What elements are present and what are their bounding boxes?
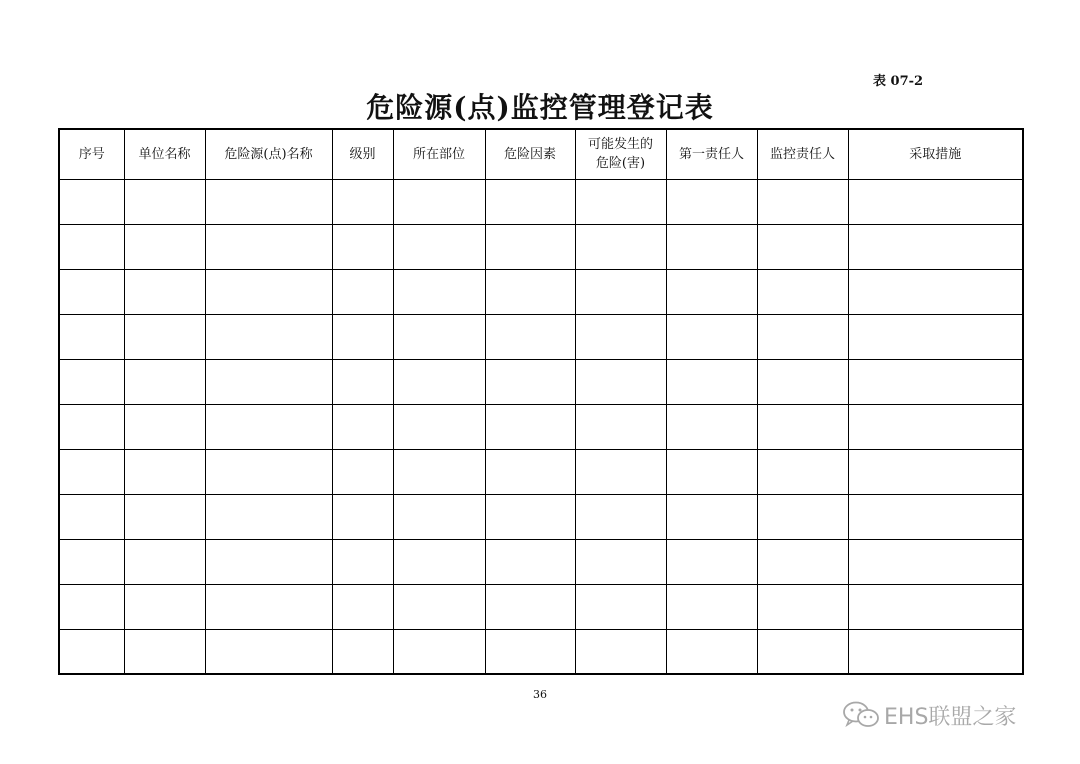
- watermark-text: EHS联盟之家: [884, 704, 1017, 730]
- table-cell: [393, 359, 485, 404]
- table-row: [59, 449, 1023, 494]
- col-header-level: 级别: [332, 129, 393, 179]
- table-cell: [393, 494, 485, 539]
- table-cell: [332, 269, 393, 314]
- table-row: [59, 269, 1023, 314]
- table-cell: [848, 584, 1023, 629]
- table-cell: [332, 314, 393, 359]
- table-cell: [393, 314, 485, 359]
- table-cell: [575, 269, 666, 314]
- table-cell: [393, 179, 485, 224]
- table-cell: [666, 584, 757, 629]
- table-cell: [59, 404, 124, 449]
- table-cell: [575, 449, 666, 494]
- table-cell: [205, 449, 332, 494]
- table-cell: [59, 179, 124, 224]
- table-cell: [485, 179, 575, 224]
- table-cell: [485, 404, 575, 449]
- table-cell: [485, 539, 575, 584]
- table-cell: [124, 269, 205, 314]
- wechat-icon: [842, 700, 880, 730]
- table-cell: [124, 179, 205, 224]
- table-cell: [393, 539, 485, 584]
- table-cell: [332, 359, 393, 404]
- table-cell: [848, 224, 1023, 269]
- table-cell: [59, 224, 124, 269]
- table-cell: [332, 584, 393, 629]
- table-row: [59, 584, 1023, 629]
- table-cell: [59, 494, 124, 539]
- table-cell: [124, 359, 205, 404]
- table-cell: [205, 584, 332, 629]
- table-row: [59, 314, 1023, 359]
- table-cell: [757, 179, 848, 224]
- table-cell: [205, 224, 332, 269]
- table-cell: [848, 449, 1023, 494]
- table-cell: [666, 539, 757, 584]
- table-row: [59, 404, 1023, 449]
- table-cell: [848, 539, 1023, 584]
- table-cell: [848, 179, 1023, 224]
- col-header-measures: 采取措施: [848, 129, 1023, 179]
- table-cell: [575, 539, 666, 584]
- table-cell: [332, 404, 393, 449]
- col-header-risk-factors: 危险因素: [485, 129, 575, 179]
- table-cell: [205, 494, 332, 539]
- table-cell: [332, 179, 393, 224]
- table-cell: [124, 494, 205, 539]
- table-cell: [848, 629, 1023, 674]
- table-cell: [848, 269, 1023, 314]
- table-cell: [124, 539, 205, 584]
- table-cell: [332, 629, 393, 674]
- table-cell: [575, 224, 666, 269]
- table-cell: [485, 629, 575, 674]
- table-cell: [59, 269, 124, 314]
- table-cell: [485, 584, 575, 629]
- col-header-unit-name: 单位名称: [124, 129, 205, 179]
- table-cell: [59, 359, 124, 404]
- table-cell: [485, 494, 575, 539]
- table-cell: [485, 269, 575, 314]
- table-cell: [575, 494, 666, 539]
- watermark: [842, 700, 1016, 730]
- table-cell: [332, 539, 393, 584]
- table-cell: [757, 404, 848, 449]
- table-cell: [575, 179, 666, 224]
- table-row: [59, 179, 1023, 224]
- col-header-index: 序号: [59, 129, 124, 179]
- table-row: [59, 629, 1023, 674]
- table-cell: [124, 629, 205, 674]
- table-cell: [666, 404, 757, 449]
- table-row: [59, 539, 1023, 584]
- table-cell: [393, 449, 485, 494]
- table-cell: [848, 314, 1023, 359]
- table-cell: [332, 494, 393, 539]
- table-cell: [205, 269, 332, 314]
- table-cell: [757, 494, 848, 539]
- col-header-location: 所在部位: [393, 129, 485, 179]
- register-table: [58, 128, 1024, 675]
- table-cell: [205, 359, 332, 404]
- document-title: 危险源(点)监控管理登记表: [366, 91, 714, 124]
- table-cell: [205, 314, 332, 359]
- table-cell: [124, 404, 205, 449]
- table-cell: [575, 314, 666, 359]
- table-cell: [205, 404, 332, 449]
- table-cell: [848, 359, 1023, 404]
- table-cell: [757, 584, 848, 629]
- page-number: 36: [533, 688, 547, 701]
- table-cell: [485, 224, 575, 269]
- col-header-hazard-name: 危险源(点)名称: [205, 129, 332, 179]
- col-header-monitoring-responsible: 监控责任人: [757, 129, 848, 179]
- table-cell: [666, 359, 757, 404]
- table-cell: [124, 584, 205, 629]
- table-row: [59, 359, 1023, 404]
- table-cell: [848, 494, 1023, 539]
- table-cell: [59, 314, 124, 359]
- table-cell: [205, 179, 332, 224]
- col-header-primary-responsible: 第一责任人: [666, 129, 757, 179]
- table-cell: [485, 359, 575, 404]
- table-cell: [205, 539, 332, 584]
- table-cell: [59, 449, 124, 494]
- table-cell: [124, 449, 205, 494]
- table-cell: [59, 539, 124, 584]
- table-cell: [848, 404, 1023, 449]
- table-cell: [393, 629, 485, 674]
- table-cell: [575, 584, 666, 629]
- table-cell: [757, 359, 848, 404]
- table-cell: [124, 314, 205, 359]
- table-row: [59, 494, 1023, 539]
- table-cell: [757, 224, 848, 269]
- table-cell: [757, 269, 848, 314]
- table-cell: [575, 404, 666, 449]
- table-cell: [59, 629, 124, 674]
- table-cell: [124, 224, 205, 269]
- table-cell: [666, 314, 757, 359]
- header-row: [59, 129, 1023, 179]
- table-cell: [757, 539, 848, 584]
- table-cell: [666, 179, 757, 224]
- table-cell: [757, 314, 848, 359]
- table-cell: [666, 224, 757, 269]
- table-cell: [332, 224, 393, 269]
- table-cell: [332, 449, 393, 494]
- table-cell: [666, 269, 757, 314]
- table-cell: [205, 629, 332, 674]
- table-cell: [393, 404, 485, 449]
- table-cell: [393, 269, 485, 314]
- table-cell: [575, 629, 666, 674]
- table-cell: [393, 584, 485, 629]
- table-cell: [666, 629, 757, 674]
- table-cell: [59, 584, 124, 629]
- table-cell: [575, 359, 666, 404]
- col-header-possible-harm: 可能发生的 危险(害): [575, 129, 666, 179]
- table-cell: [666, 449, 757, 494]
- table-cell: [757, 629, 848, 674]
- table-cell: [757, 449, 848, 494]
- table-cell: [666, 494, 757, 539]
- table-row: [59, 224, 1023, 269]
- table-cell: [485, 314, 575, 359]
- form-code: 表 07-2: [873, 74, 924, 89]
- table-cell: [485, 449, 575, 494]
- table-cell: [393, 224, 485, 269]
